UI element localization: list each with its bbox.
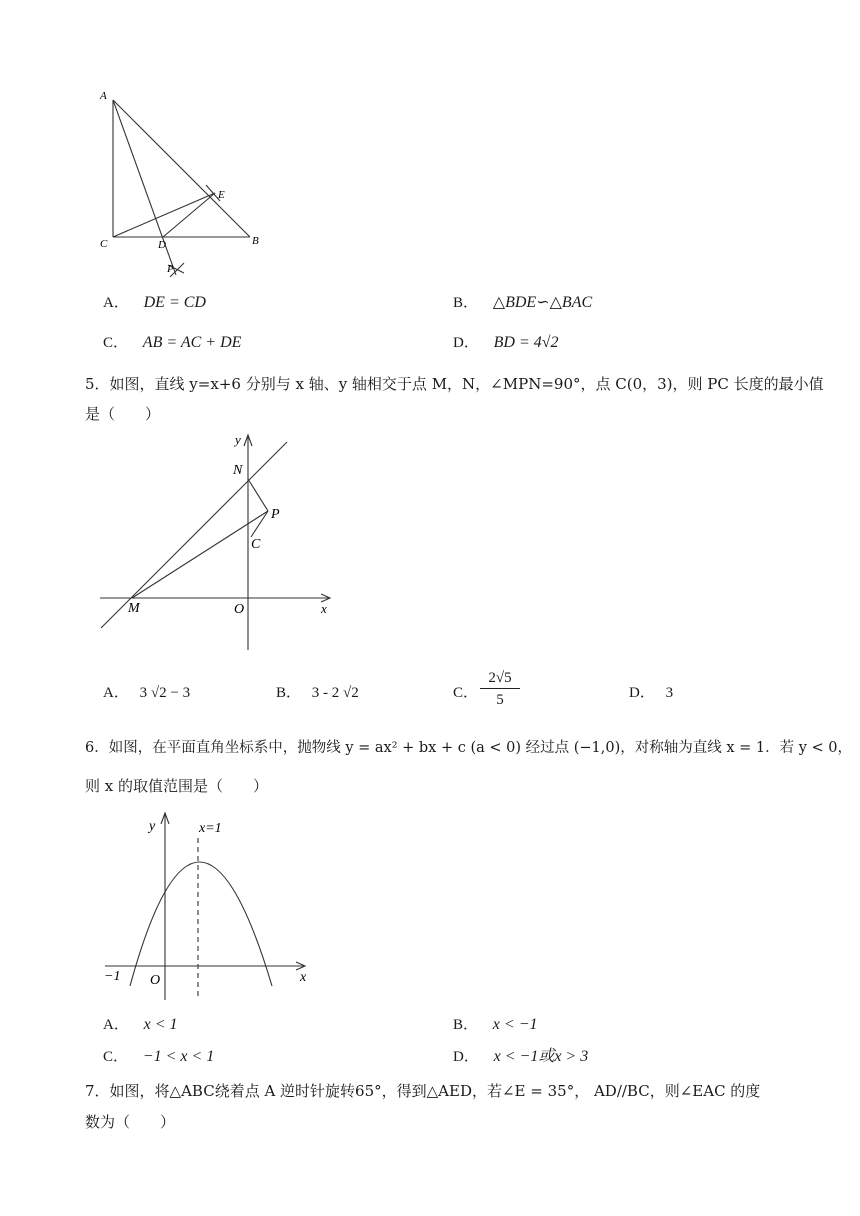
q4-triangle-figure bbox=[90, 85, 280, 280]
option-letter: D． bbox=[629, 685, 655, 701]
q6-option-a[interactable] bbox=[103, 1014, 178, 1035]
option-letter: A． bbox=[103, 295, 129, 311]
q5-label-x: x bbox=[321, 601, 327, 616]
q7-stem-line1: 7．如图，将△ABC绕着点 A 逆时针旋转65°，得到△AED，若∠E = 35°， AD//BC，则∠EAC 的度 bbox=[85, 1082, 761, 1100]
option-letter: C． bbox=[103, 1049, 129, 1065]
option-text: DE = CD bbox=[143, 294, 206, 311]
q4-label-A: A bbox=[100, 90, 107, 102]
option-letter: A． bbox=[103, 1017, 129, 1033]
q5-label-M: M bbox=[128, 601, 140, 616]
option-text: −1 < x < 1 bbox=[142, 1048, 215, 1065]
q5-coordinate-figure bbox=[95, 430, 345, 655]
option-letter: B． bbox=[276, 685, 302, 701]
q5-option-d[interactable] bbox=[629, 682, 673, 703]
q5-option-c[interactable] bbox=[453, 682, 478, 703]
q4-label-D: D bbox=[158, 239, 166, 251]
q5-label-y: y bbox=[235, 432, 241, 447]
fraction-denominator: 5 bbox=[496, 692, 504, 708]
q5-stem-line1: 5．如图，直线 y=x+6 分别与 x 轴、y 轴相交于点 M，N，∠MPN=90°，点 C(0，3)，则 PC 长度的最小值 bbox=[85, 375, 824, 393]
q4-option-b[interactable] bbox=[453, 292, 592, 313]
q6-option-b[interactable] bbox=[453, 1014, 538, 1035]
q4-option-a[interactable] bbox=[103, 292, 206, 313]
q6-label-x: x bbox=[300, 970, 307, 985]
q6-stem-line2: 则 x 的取值范围是（ ） bbox=[85, 777, 268, 795]
q5-label-N: N bbox=[233, 463, 243, 478]
option-letter: D． bbox=[453, 335, 479, 351]
q5-option-a[interactable] bbox=[103, 682, 190, 703]
q6-parabola-figure bbox=[100, 808, 320, 1006]
option-text: AB = AC + DE bbox=[142, 334, 242, 351]
q4-label-E: E bbox=[218, 189, 225, 201]
q6-option-d[interactable] bbox=[453, 1046, 588, 1067]
q4-label-C: C bbox=[100, 238, 108, 250]
option-letter: B． bbox=[453, 295, 479, 311]
q4-label-B: B bbox=[252, 235, 259, 247]
option-text: x < −1 bbox=[492, 1016, 538, 1033]
q6-stem-line1: 6．如图，在平面直角坐标系中，抛物线 y = ax² + bx + c (a < 0) 经过点 (−1,0)，对称轴为直线 x = 1．若 y < 0， bbox=[85, 740, 853, 756]
option-text: 3 √2 − 3 bbox=[139, 685, 191, 701]
option-letter: B． bbox=[453, 1017, 479, 1033]
option-text: 3 - 2 √2 bbox=[311, 685, 359, 701]
fraction-numerator: 2√5 bbox=[480, 669, 520, 689]
q5-label-P: P bbox=[271, 507, 280, 522]
option-text: △BDE∽△BAC bbox=[492, 294, 593, 311]
q4-label-P: P bbox=[167, 263, 174, 275]
q4-option-c[interactable] bbox=[103, 332, 241, 353]
q5-label-O: O bbox=[234, 602, 245, 617]
q5-stem-line2: 是（ ） bbox=[85, 405, 161, 423]
option-text: BD = 4√2 bbox=[493, 334, 559, 351]
q5-option-c-fraction bbox=[480, 669, 520, 711]
q5-option-b[interactable] bbox=[276, 682, 359, 703]
option-letter: C． bbox=[103, 335, 129, 351]
option-letter: D． bbox=[453, 1049, 479, 1065]
option-text: 3 bbox=[665, 685, 674, 701]
option-text: x < −1或x > 3 bbox=[493, 1048, 589, 1065]
q6-label-y: y bbox=[149, 819, 156, 834]
option-text: x < 1 bbox=[143, 1016, 178, 1033]
q6-option-c[interactable] bbox=[103, 1046, 214, 1067]
q4-option-d[interactable] bbox=[453, 332, 559, 353]
option-letter: A． bbox=[103, 685, 129, 701]
q6-label-O: O bbox=[150, 973, 161, 988]
q6-label-neg1: −1 bbox=[104, 969, 121, 984]
option-letter: C． bbox=[453, 685, 479, 701]
q5-label-C: C bbox=[251, 537, 261, 552]
q6-label-axis: x=1 bbox=[199, 821, 222, 836]
q7-stem-line2: 数为（ ） bbox=[85, 1113, 176, 1131]
